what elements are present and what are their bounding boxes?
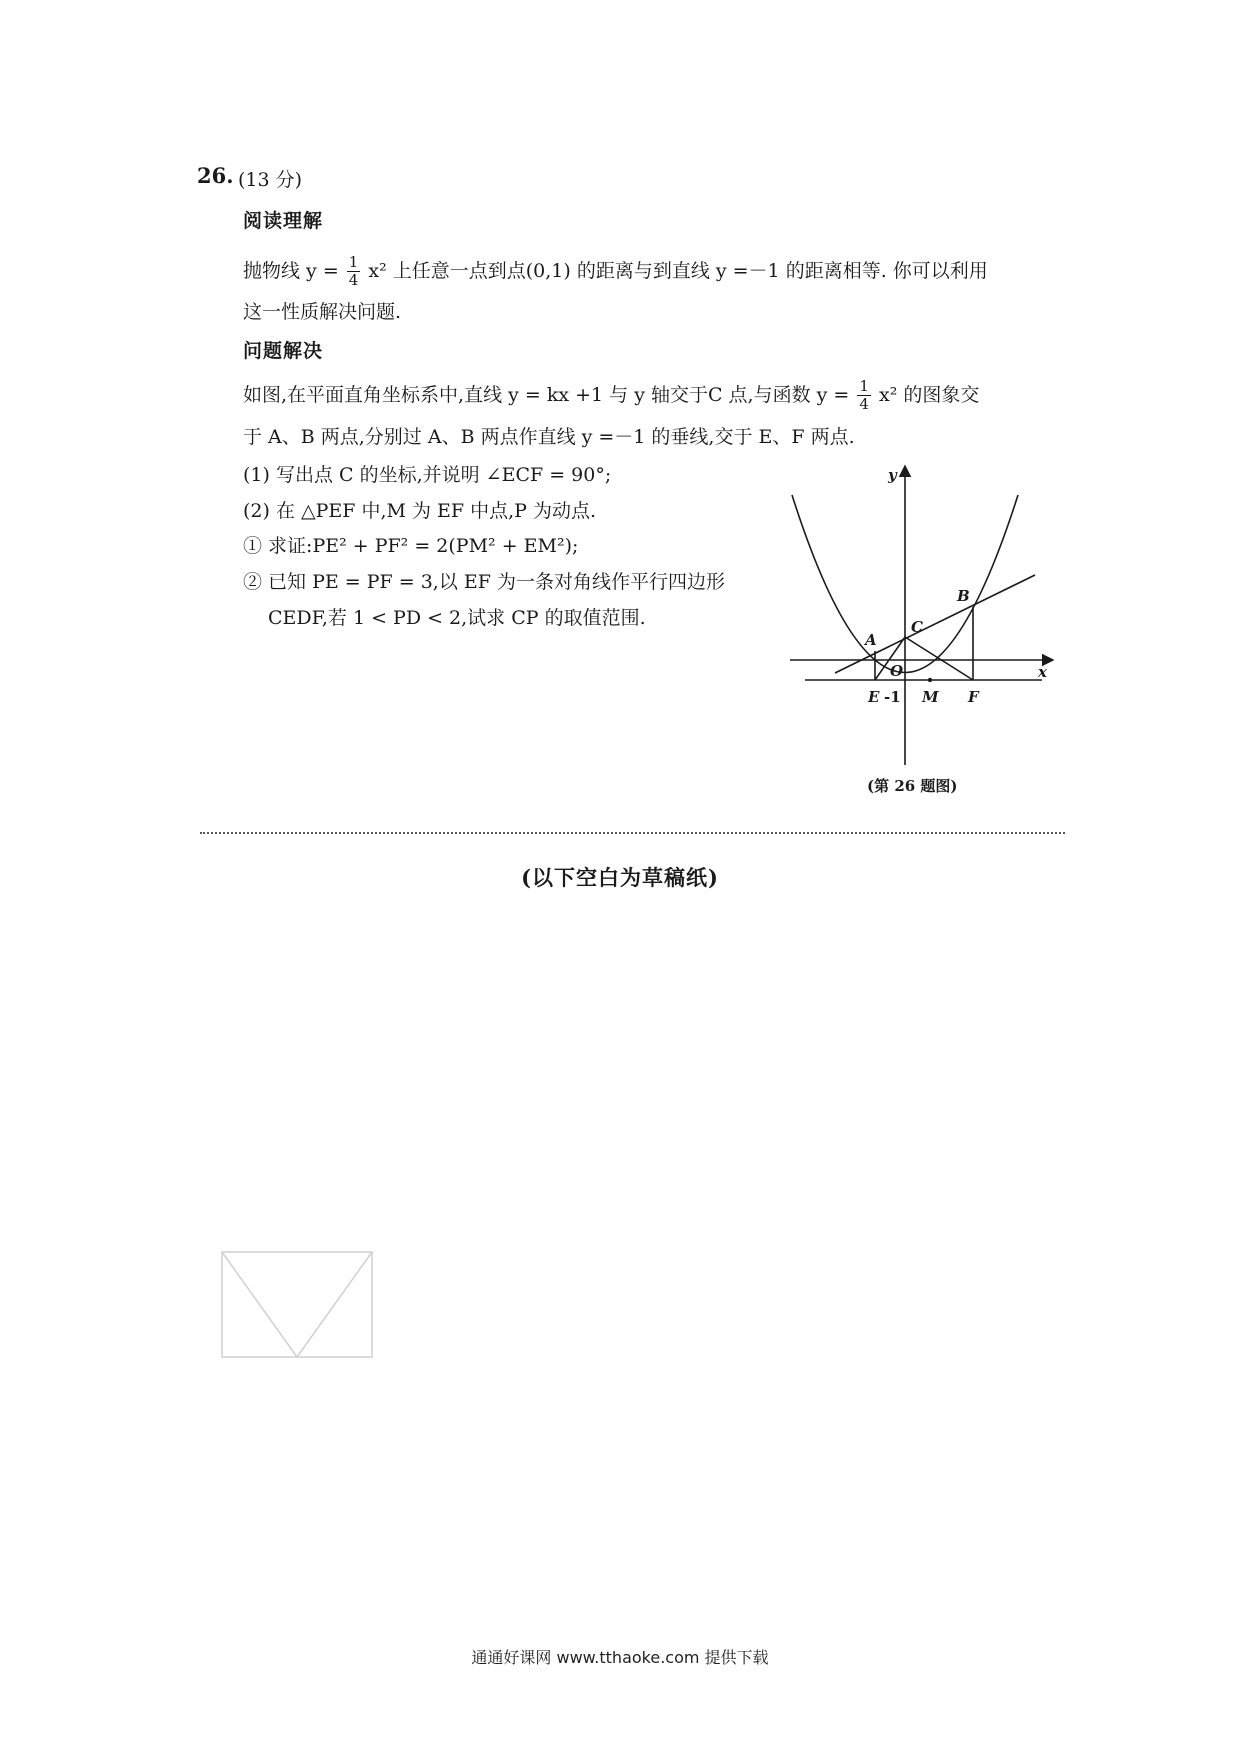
fraction-numerator: 1	[348, 253, 359, 271]
reading-line-1	[243, 254, 988, 290]
part-2-ii-line-2: CEDF,若 1 < PD < 2,试求 CP 的取值范围.	[268, 607, 646, 629]
problem-line-2: 于 A、B 两点,分别过 A、B 两点作直线 y =－1 的垂线,交于 E、F 两点.	[243, 426, 855, 448]
reading-line-2: 这一性质解决问题.	[243, 301, 402, 323]
label-B: B	[957, 587, 970, 605]
fraction-one-quarter-2	[857, 378, 871, 414]
dotted-divider	[200, 832, 1065, 834]
label-x-axis: x	[1038, 663, 1047, 681]
label-E: E	[868, 688, 880, 706]
label-y-axis: y	[888, 466, 897, 484]
bleed-through-sketch	[200, 1240, 390, 1380]
draft-paper-note: (以下空白为草稿纸)	[521, 865, 719, 890]
question-number: 26.	[197, 163, 234, 188]
problem-line-1-pre: 如图,在平面直角坐标系中,直线 y = kx +1 与 y 轴交于C 点,与函数 y =	[243, 383, 850, 406]
label-M: M	[922, 688, 939, 706]
label-F: F	[968, 688, 979, 706]
section-problem-heading: 问题解决	[243, 340, 324, 362]
part-2-i: ① 求证:PE² + PF² = 2(PM² + EM²);	[243, 535, 579, 557]
fraction-one-quarter	[347, 254, 361, 290]
fraction-denominator: 4	[348, 271, 359, 290]
fraction-numerator-2: 1	[859, 377, 869, 395]
fraction-denominator-2: 4	[859, 395, 869, 414]
footer-credit: 通通好课网 www.tthaoke.com 提供下载	[471, 1648, 769, 1667]
label-O: O	[890, 662, 904, 680]
figure-caption: (第 26 题图)	[867, 777, 958, 795]
line-kx-plus-1	[835, 575, 1035, 673]
label-C: C	[911, 618, 923, 636]
point-M	[928, 678, 932, 682]
reading-line-1-pre: 抛物线 y =	[243, 259, 339, 282]
segment-CF	[905, 637, 973, 680]
part-2: (2) 在 △PEF 中,M 为 EF 中点,P 为动点.	[243, 500, 597, 522]
reading-line-1-post: x² 上任意一点到点(0,1) 的距离与到直线 y =－1 的距离相等. 你可以利用	[368, 259, 988, 282]
problem-line-1-post: x² 的图象交	[878, 383, 980, 406]
label-neg1: -1	[884, 688, 901, 706]
part-2-ii-line-1: ② 已知 PE = PF = 3,以 EF 为一条对角线作平行四边形	[243, 571, 725, 593]
question-points: (13 分)	[238, 169, 303, 191]
part-1: (1) 写出点 C 的坐标,并说明 ∠ECF = 90°;	[243, 464, 612, 486]
label-A: A	[865, 631, 877, 649]
section-reading-heading: 阅读理解	[243, 210, 324, 232]
problem-line-1	[243, 378, 979, 414]
parabola-figure	[780, 455, 1080, 785]
